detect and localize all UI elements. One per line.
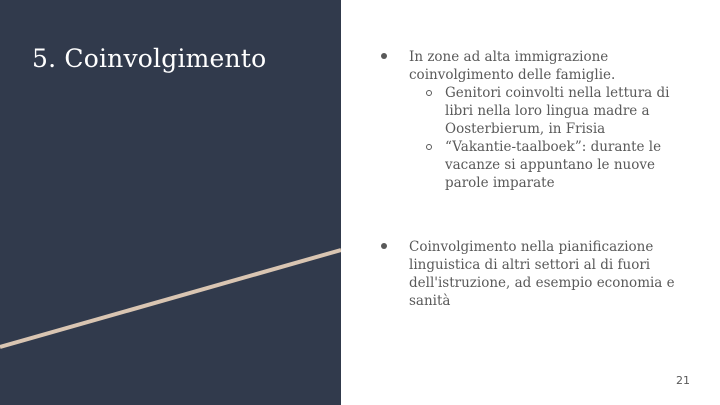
slide-content <box>381 48 696 310</box>
bullet-text: In zone ad alta immigrazione coinvolgimento delle famiglie. <box>409 49 616 83</box>
slide-title: 5. Coinvolgimento <box>32 44 267 73</box>
bullet-item <box>381 238 696 310</box>
sub-bullet-text: “Vakantie-taalboek”: durante le vacanze si appuntano le nuove parole imparate <box>445 139 662 191</box>
bullet-dot-icon <box>381 53 387 59</box>
bullet-dot-icon <box>381 243 387 249</box>
sub-bullet-text: Genitori coinvolti nella lettura di libri nella loro lingua madre a Oosterbierum, in Frisia <box>445 85 670 137</box>
hollow-bullet-icon <box>426 144 432 150</box>
hollow-bullet-icon <box>426 90 432 96</box>
sub-bullet-list <box>409 84 696 192</box>
bullet-item <box>381 48 696 192</box>
sub-bullet-item <box>409 138 696 192</box>
sub-bullet-item <box>409 84 696 138</box>
bullet-text: Coinvolgimento nella pianificazione linguistica di altri settori al di fuori dell'istruzione, ad esempio economia e sanità <box>409 239 675 309</box>
page-number: 21 <box>676 374 690 387</box>
